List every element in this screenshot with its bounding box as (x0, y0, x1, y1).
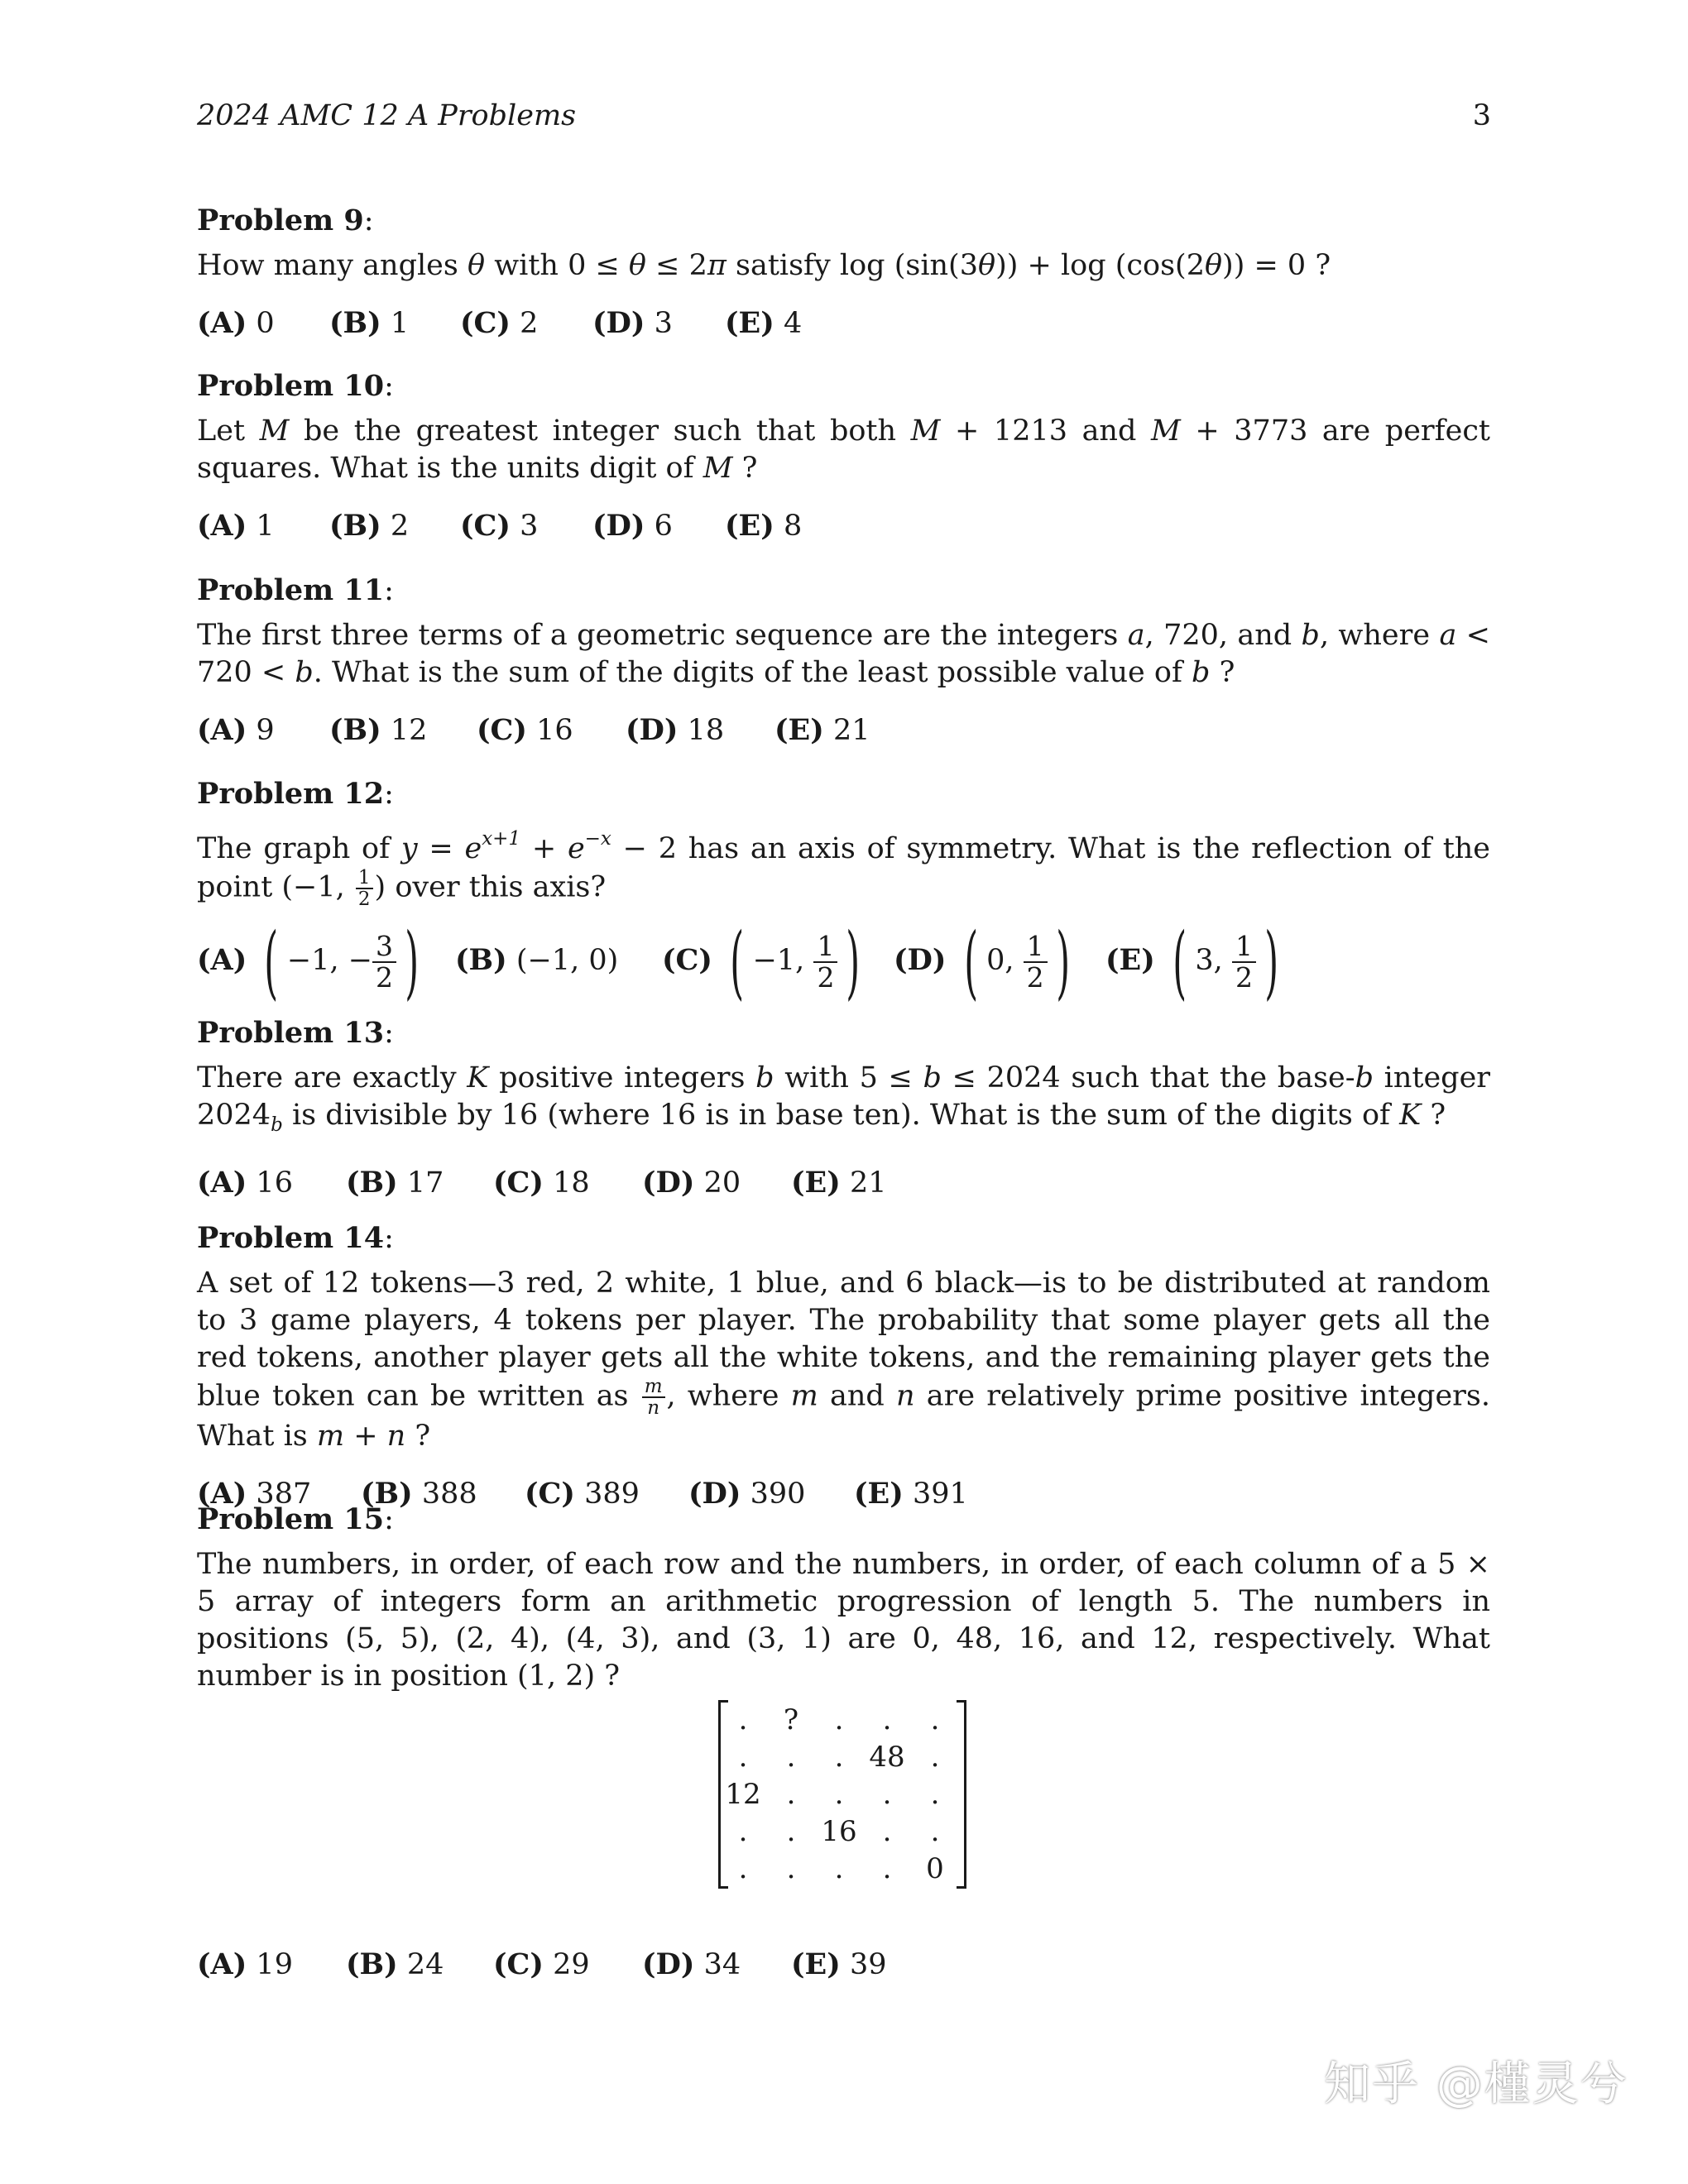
choice-e: (E) ( 3, $\frac{1}{2}$ ) (1105, 915, 1279, 1008)
problem-text: The numbers, in order, of each row and the numbers, in order, of each column of a 5 × 5 array of integers form an arithmetic progression of length 5. The numbers in positions (5, 5), (2, 4), (4, 3), and (3, 1) are 0, 48, 16, and 12, respectively. What number is in position (1, 2) ? (197, 1548, 1490, 1693)
problem-label: Problem 15 (197, 1502, 385, 1536)
choice-e: (E) 39 (791, 1947, 887, 1981)
problem-label: Problem 10 (197, 369, 385, 403)
matrix-cell: . (786, 1741, 796, 1774)
choice-c: (C) 18 (493, 1166, 590, 1200)
problem-15: Problem 15: The numbers, in order, of each row and the numbers, in order, of each column of a 5 × 5 array of integers form an arithmetic progression of length 5. The numbers in positions (5, 5), (2, 4), (4, 3), and (3, 1) are 0, 48, 16, and 12, respectively. What number is in position (1, 2) ? . ? . . . . . . 48 . 12 . . . . . . 16 . . . . . . 0 (A) 19 (B) 24 (C) 29 (D) 34 (E) 39 (197, 1502, 1490, 1695)
problem-9: Problem 9: How many angles θ with 0 ≤ θ ≤ 2π satisfy log (sin(3θ)) + log (cos(2θ)) = 0 ? (A) 0 (B) 1 (C) 2 (D) 3 (E) 4 (197, 203, 1490, 344)
matrix-cell: . (834, 1852, 844, 1885)
choice-d: (D) 18 (626, 713, 725, 747)
matrix-cell: 0 (926, 1852, 944, 1885)
number-array-matrix (718, 1700, 966, 1889)
matrix-cell: . (930, 1741, 940, 1774)
choice-e: (E) 8 (725, 509, 803, 543)
choice-d: (D) ( 0, $\frac{1}{2}$ ) (894, 915, 1070, 1008)
choice-c: (C) 29 (493, 1947, 590, 1981)
problem-14: Problem 14: A set of 12 tokens—3 red, 2 white, 1 blue, and 6 black—is to be distributed at random to 3 game players, 4 tokens per player. The probability that some player gets all the red tokens, another player gets all the white tokens, and the remaining player gets the blue token can be written as $\frac{m}{n}$ , where m and n are relatively prime positive integers. What is m + n ? (A) 387 (B) 388 (C) 389 (D) 390 (E) 391 (197, 1220, 1490, 1515)
problem-label: Problem 12 (197, 777, 385, 811)
matrix-cell: 48 (869, 1741, 905, 1774)
page-header (197, 99, 1491, 141)
choice-b: (B) 12 (329, 713, 428, 747)
answer-choices (197, 710, 1490, 751)
problem-label: Problem 13 (197, 1016, 385, 1050)
matrix-cell: . (882, 1815, 892, 1848)
choice-a: (A) 387 (197, 1477, 312, 1511)
problem-label: Problem 14 (197, 1221, 385, 1255)
choice-d: (D) 20 (642, 1166, 741, 1200)
choice-b: (B) 24 (346, 1947, 444, 1981)
matrix-cell: . (738, 1703, 748, 1736)
problem-text: How many angles θ with 0 ≤ θ ≤ 2π satisfy log (sin(3θ)) + log (cos(2θ)) = 0 ? (197, 249, 1331, 282)
matrix-cell: . (930, 1703, 940, 1736)
problem-13: Problem 13: There are exactly K positive integers b with 5 ≤ b ≤ 2024 such that the base-b integer $2024_b$ is divisible by 16 (where 16 is in base ten). What is the sum of the digits of K ? (A) 16 (B) 17 (C) 18 (D) 20 (E) 21 (197, 1015, 1490, 1204)
choice-c: (C) 2 (460, 306, 539, 340)
matrix-cell: . (882, 1703, 892, 1736)
answer-choices (197, 1162, 1490, 1204)
answer-choices (197, 1944, 1490, 1985)
problem-text: The graph of $y = e^{x+1} + e^{-x} - 2$ has an axis of symmetry. What is the reflection of the point (−1, $\frac{1}{2}$ ) over this axis? (197, 828, 1491, 910)
problem-label: Problem 9 (197, 204, 364, 237)
problem-10: Problem 10: Let M be the greatest integer such that both M + 1213 and M + 3773 are perfect squares. What is the units digit of M ? (A) 1 (B) 2 (C) 3 (D) 6 (E) 8 (197, 368, 1490, 547)
choice-c: (C) 389 (525, 1477, 640, 1511)
choice-a: (A) ( −1, − $\frac{3}{2}$ ) (197, 915, 420, 1008)
choice-e: (E) 21 (791, 1166, 887, 1200)
choice-b: (B) 388 (361, 1477, 477, 1511)
choice-d: (D) 34 (642, 1947, 741, 1981)
header-title: 2024 AMC 12 A Problems (197, 99, 577, 132)
choice-e: (E) 4 (725, 306, 803, 340)
watermark: 知乎 @槿灵兮 (1324, 2057, 1628, 2111)
answer-choices (197, 505, 1490, 547)
problem-text: A set of 12 tokens—3 red, 2 white, 1 blue, and 6 black—is to be distributed at random to 3 game players, 4 tokens per player. The probability that some player gets all the red tokens, another player gets all the white tokens, and the remaining player gets the blue token can be written as $\frac{m}{n}$ , where m and n are relatively prime positive integers. What is m + n ? (197, 1267, 1490, 1453)
matrix-cell: . (738, 1741, 748, 1774)
choice-c: (C) 3 (460, 509, 539, 543)
problem-label: Problem 11 (197, 573, 385, 607)
problem-12: Problem 12: The graph of $y = e^{x+1} + e^{-x} - 2$ has an axis of symmetry. What is the reflection of the point (−1, $\frac{1}{2}$ ) over this axis? (A) ( −1, − $\frac{3}{2}$ ) (B) (−1, 0) (C) ( −1, $\frac{1}{2}$ ) (D) ( 0, $\frac{1}{2}$ ) (E) ( 3, $\frac{1}{2}$ ) (197, 777, 1491, 1008)
matrix-cell: 12 (725, 1778, 761, 1811)
matrix-cell: . (882, 1852, 892, 1885)
problem-text: Let M be the greatest integer such that both M + 1213 and M + 3773 are perfect squares. What is the units digit of M ? (197, 414, 1490, 485)
choice-b: (B) 17 (346, 1166, 444, 1200)
matrix-cell: ? (783, 1703, 799, 1736)
page-number: 3 (1472, 99, 1491, 132)
problem-11: Problem 11: The first three terms of a geometric sequence are the integers a, 720, and b, where a < 720 < b. What is the sum of the digits of the least possible value of b ? (A) 9 (B) 12 (C) 16 (D) 18 (E) 21 (197, 572, 1490, 751)
choice-b: (B) 2 (329, 509, 410, 543)
choice-e: (E) 391 (854, 1477, 968, 1511)
choice-d: (D) 3 (592, 306, 673, 340)
choice-b: (B) (−1, 0) (455, 943, 619, 977)
choice-a: (A) 9 (197, 713, 275, 747)
choice-b: (B) 1 (329, 306, 410, 340)
choice-a: (A) 19 (197, 1947, 293, 1981)
choice-c: (C) 16 (477, 713, 573, 747)
matrix-cell: . (834, 1778, 844, 1811)
matrix-cell: . (834, 1741, 844, 1774)
choice-a: (A) 16 (197, 1166, 293, 1200)
problem-text: There are exactly K positive integers b with 5 ≤ b ≤ 2024 such that the base-b integer $2024_b$ is divisible by 16 (where 16 is in base ten). What is the sum of the digits of K ? (197, 1061, 1491, 1136)
matrix-cell: . (786, 1778, 796, 1811)
matrix-cell: . (930, 1815, 940, 1848)
choice-a: (A) 0 (197, 306, 275, 340)
matrix-cell: . (738, 1852, 748, 1885)
matrix-cell: . (834, 1703, 844, 1736)
choice-d: (D) 6 (592, 509, 673, 543)
matrix-cell: . (930, 1778, 940, 1811)
matrix-cell: . (882, 1778, 892, 1811)
matrix-cell: . (738, 1815, 748, 1848)
choice-c: (C) ( −1, $\frac{1}{2}$ ) (662, 915, 861, 1008)
choice-e: (E) 21 (774, 713, 870, 747)
choice-d: (D) 390 (688, 1477, 806, 1511)
matrix-cell: . (786, 1815, 796, 1848)
choice-a: (A) 1 (197, 509, 275, 543)
answer-choices (197, 915, 1490, 1008)
problem-text: The first three terms of a geometric sequence are the integers a, 720, and b, where a < 720 < b. What is the sum of the digits of the least possible value of b ? (197, 619, 1491, 689)
matrix-cell: . (786, 1852, 796, 1885)
answer-choices (197, 303, 1490, 344)
matrix-cell: 16 (821, 1815, 857, 1848)
